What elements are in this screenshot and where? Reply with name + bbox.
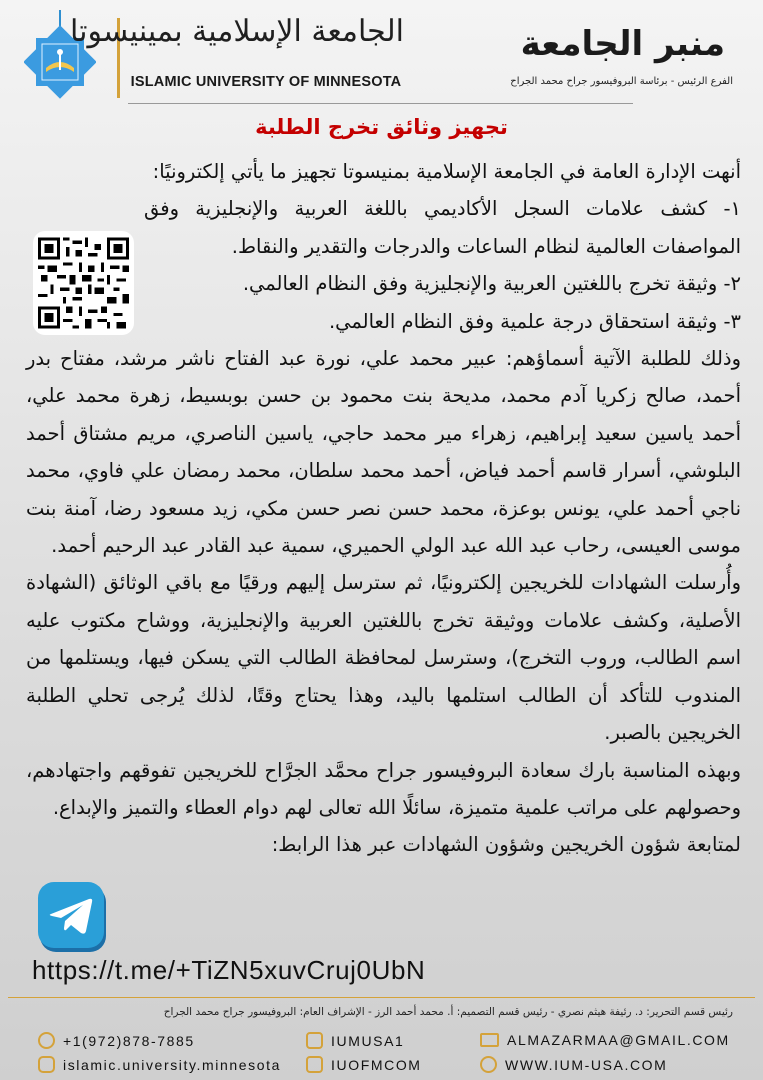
website-url: WWW.IUM-USA.COM (505, 1056, 668, 1073)
contact-facebook[interactable] (306, 1056, 422, 1073)
contact-phone[interactable] (38, 1032, 195, 1049)
twitter-icon (306, 1032, 323, 1049)
contact-email[interactable] (480, 1032, 730, 1048)
document-title: تجهيز وثائق تخرج الطلبة (255, 115, 508, 139)
phone-number: +1(972)878-7885 (63, 1032, 195, 1049)
follow-paragraph: لمتابعة شؤون الخريجين وشؤون الشهادات عبر هذا الرابط: (271, 833, 741, 857)
facebook-icon (306, 1056, 323, 1073)
editorial-credits: رئيس قسم التحرير: د. رئيفة هيثم نصري - رئيس قسم التصميم: أ. محمد أحمد الرز - الإشراف العام: البروفيسور جراح محمد الجراح (163, 1006, 733, 1018)
magazine-name: منبر الجامعة (520, 24, 725, 64)
footer (8, 997, 755, 1080)
magazine-subtitle: الفرع الرئيس - برئاسة البروفيسور جراح محمد الجراح (510, 76, 733, 87)
contact-website[interactable] (480, 1056, 667, 1073)
facebook-handle: IUOFMCOM (331, 1056, 422, 1073)
telegram-icon[interactable] (36, 880, 112, 956)
university-name-english: ISLAMIC UNIVERSITY OF MINNESOTA (130, 74, 402, 90)
telegram-link[interactable]: https://t.me/+TiZN5xuvCruj0UbN (32, 955, 426, 985)
list-item-graduation-certificate: ٢- وثيقة تخرج باللغتين العربية والإنجليزية وفق النظام العالمي. (242, 272, 741, 296)
qr-code[interactable] (33, 231, 134, 335)
contact-twitter[interactable] (306, 1032, 404, 1049)
university-name-arabic: الجامعة الإسلامية بمينيسوتا (70, 14, 404, 49)
instagram-icon (38, 1056, 55, 1073)
globe-icon (480, 1056, 497, 1073)
congratulations-paragraph: وبهذه المناسبة بارك سعادة البروفيسور جراح محمَّد الجرَّاح للخريجين تفوقهم واجتهادهم، وحصولهم على مراتب علمية متميزة، سائلًا الله تعالى لهم دوام العطاء والتميز والإبداع. (26, 758, 741, 819)
names-paragraph: وذلك للطلبة الآتية أسماؤهم: عبير محمد علي، نورة عبد الفتاح ناشر مرشد، مفتاح بدر أحمد، صالح زكريا آدم محمد، مديحة بنت محمود بن حسن بوبسيط، زهرة محمد علي، أحمد ياسين سعيد إبراهيم، زهراء مير محمد حاجي، ياسين الناصري، مريم مشتاق أحمد البلوشي، أسرار قاسم أحمد فياض، أحمد محمد سلطان، محمد رمضان علي فاوي، محمد ناجي أحمد علي، يونس بوعزة، محمد حسن نصر حسن مكي، زيد مسعود رضا، آمنة بنت موسى العيسى، رحاب عبد الله عبد الولي الحميري، سمية عبد القادر عبد الرحيم أحمد. (26, 347, 741, 558)
list-item-degree-certificate: ٣- وثيقة استحقاق درجة علمية وفق النظام العالمي. (328, 309, 741, 333)
instagram-handle: islamic.university.minnesota (63, 1056, 282, 1073)
contact-instagram[interactable] (38, 1056, 281, 1073)
intro-paragraph: أنهت الإدارة العامة في الجامعة الإسلامية بمنيسوتا تجهيز ما يأتي إلكترونيًا: (152, 160, 741, 183)
list-item-transcript: ١- كشف علامات السجل الأكاديمي باللغة العربية والإنجليزية وفق المواصفات العالمية لنظام الساعات والدرجات والتقدير والنقاط. (144, 197, 741, 258)
qr-code-icon (38, 236, 129, 330)
whatsapp-icon (38, 1032, 55, 1049)
header (0, 0, 763, 105)
header-rule (128, 103, 633, 104)
email-address: ALMAZARMAA@GMAIL.COM (507, 1032, 730, 1048)
twitter-handle: IUMUSA1 (331, 1032, 405, 1049)
email-icon (480, 1033, 499, 1047)
sending-paragraph: وأُرسلت الشهادات للخريجين إلكترونيًا، ثم سترسل إليهم ورقيًا مع باقي الوثائق (الشهادة الأصلية، وكشف علامات ووثيقة تخرج باللغتين العربية والإنجليزية، ووشاح مكتوب عليه اسم الطالب، وروب التخرج)، وسترسل لمحافظة الطالب التي يسكن فيها، ويستلمها من المندوب للتأكد أن الطالب استلمها باليد، وهذا يحتاج وقتًا، لذلك يُرجى تحلي الطلبة الخريجين بالصبر. (26, 571, 741, 745)
